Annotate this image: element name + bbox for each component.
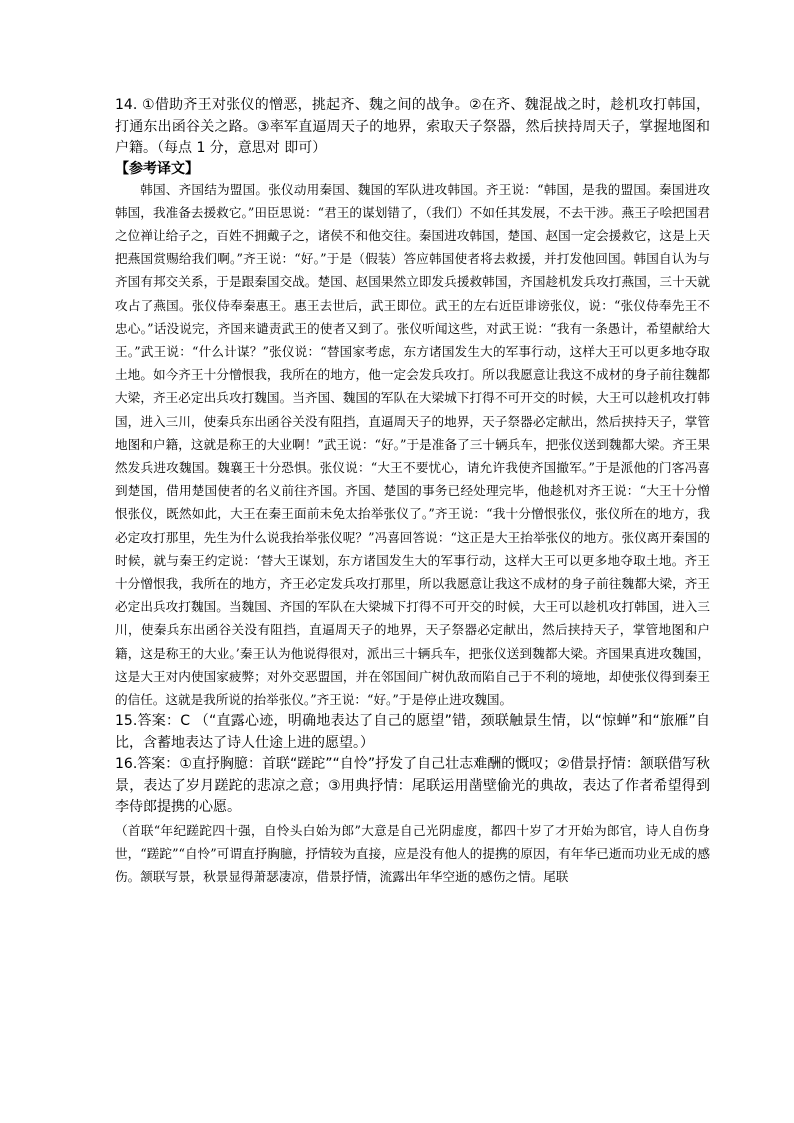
answer-15: 15.答案：C （“直露心迹，明确地表达了自己的愿望”错，颈联触景生情，以“惊蝉”和“旅雁”自比，含蓄地表达了诗人仕途上进的愿望。） <box>115 713 710 751</box>
answer-16-note: （首联“年纪蹉跎四十强，自怜头白始为郎”大意是自己光阴虚度，都四十岁了才开始为郎官，诗人自伤身世，“蹉跎”“自怜”可谓直抒胸臆，抒情较为直接，应是没有他人的提携的原因，有年华已逝而功业无成的感伤。颔联写景，秋景显得萧瑟凄凉，借景抒情，流露出年华空逝的感伤之情。尾联 <box>115 822 710 885</box>
answer-14: 14. ①借助齐王对张仪的憎恶，挑起齐、魏之间的战争。②在齐、魏混战之时，趁机攻打韩国，打通东出函谷关之路。③率军直逼周天子的地界，索取天子祭器，然后挟持周天子，掌握地图和户籍。（每点 1 分，意思对 即可） <box>115 97 710 156</box>
answer-16: 16.答案：①直抒胸臆：首联“蹉跎”“自怜”抒发了自己壮志难酬的慨叹；②借景抒情：颔联借写秋景，表达了岁月蹉跎的悲凉之意；③用典抒情：尾联运用凿壁偷光的典故，表达了作者希望得到李侍郎提携的心愿。 <box>115 756 710 816</box>
answer-content <box>115 95 710 888</box>
reference-translation-header: 【参考译文】 <box>115 160 199 177</box>
reference-translation-text: 韩国、齐国结为盟国。张仪动用秦国、魏国的军队进攻韩国。齐王说：“韩国，是我的盟国。秦国进攻韩国，我准备去援救它。”田臣思说：“君王的谋划错了，（我们）不如任其发展，不去干涉。燕王子哙把国君之位禅让给子之，百姓不拥戴子之，诸侯不和他交往。秦国进攻韩国，楚国、赵国一定会援救它，这是上天把燕国赏赐给我们啊。”齐王说：“好。”于是（假装）答应韩国使者将去救援，并打发他回国。韩国自认为与齐国有邦交关系，于是跟秦国交战。楚国、赵国果然立即发兵援救韩国，齐国趁机发兵攻打燕国，三十天就攻占了燕国。张仪侍奉秦惠王。惠王去世后，武王即位。武王的左右近臣诽谤张仪，说：“张仪侍奉先王不忠心。”话没说完，齐国来谴责武王的使者又到了。张仪听闻这些，对武王说：“我有一条愚计，希望献给大王。”武王说：“什么计谋？”张仪说：“替国家考虑，东方诸国发生大的军事行动，这样大王可以更多地夺取土地。如今齐王十分憎恨我，我所在的地方，他一定会发兵攻打。所以我愿意让我这不成材的身子前往魏都大梁，齐王必定出兵攻打魏国。当齐国、魏国的军队在大梁城下打得不可开交的时候，大王可以趁机攻打韩国，进入三川，使秦兵东出函谷关没有阻挡，直逼周天子的地界，天子祭器必定献出，然后挟持天子，掌管地图和户籍，这就是称王的大业啊！”武王说：“好。”于是准备了三十辆兵车，把张仪送到魏都大梁。齐王果然发兵进攻魏国。魏襄王十分恐惧。张仪说：“大王不要忧心，请允许我使齐国撤军。”于是派他的门客冯喜到楚国，借用楚国使者的名义前往齐国。齐国、楚国的事务已经处理完毕，他趁机对齐王说：“大王十分憎恨张仪，既然如此，大王在秦王面前未免太抬举张仪了。”齐王说：“我十分憎恨张仪，张仪所在的地方，我必定攻打那里，先生为什么说我抬举张仪呢？”冯喜回答说：“这正是大王抬举张仪的地方。张仪离开秦国的时候，就与秦王约定说：‘替大王谋划，东方诸国发生大的军事行动，这样大王可以更多地夺取土地。齐王十分憎恨我，我所在的地方，齐王必定发兵攻打那里，所以我愿意让我这不成材的身子前往魏都大梁，齐王必定出兵攻打魏国。当魏国、齐国的军队在大梁城下打得不可开交的时候，大王可以趁机攻打韩国，进入三川，使秦兵东出函谷关没有阻挡，直逼周天子的地界，天子祭器必定献出，然后挟持天子，掌管地图和户籍，这是称王的大业。’秦王认为他说得很对，派出三十辆兵车，把张仪送到魏都大梁。齐国果真进攻魏国，这是大王对内使国家疲弊；对外交恶盟国，并在邻国间广树仇敌而陷自己于不利的境地，却使张仪得到秦王的信任。这就是我所说的抬举张仪。”齐王说：“好。”于是停止进攻魏国。 <box>115 181 710 707</box>
